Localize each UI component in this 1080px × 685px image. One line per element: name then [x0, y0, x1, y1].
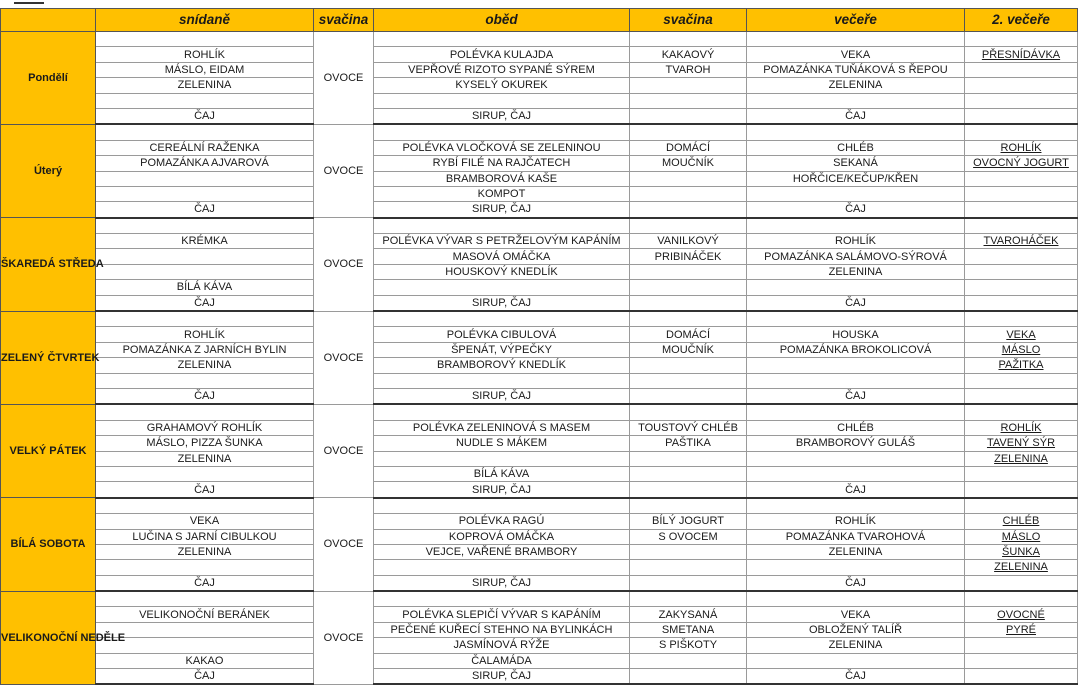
dinner-cell [747, 498, 965, 514]
dinner-cell [747, 466, 965, 481]
day-label: VELIKONOČNÍ NEDĚLE [1, 591, 96, 684]
afternoon-snack-cell [630, 560, 747, 575]
breakfast-cell [96, 93, 314, 108]
morning-snack-cell: OVOCE [314, 311, 374, 404]
dinner-cell: OBLOŽENÝ TALÍŘ [747, 622, 965, 637]
menu-row [1, 358, 1078, 373]
dinner-cell: ROHLÍK [747, 234, 965, 249]
menu-row [1, 186, 1078, 201]
second-dinner-cell: MÁSLO [965, 529, 1078, 544]
second-dinner-cell: ZELENINA [965, 451, 1078, 466]
breakfast-cell: ČAJ [96, 295, 314, 311]
lunch-cell: SIRUP, ČAJ [374, 669, 630, 685]
menu-row [1, 32, 1078, 47]
morning-snack-cell: OVOCE [314, 32, 374, 125]
lunch-cell: POLÉVKA VLOČKOVÁ SE ZELENINOU [374, 140, 630, 155]
second-dinner-cell [965, 653, 1078, 668]
breakfast-cell: CEREÁLNÍ RAŽENKA [96, 140, 314, 155]
morning-snack-cell: OVOCE [314, 591, 374, 684]
menu-row [1, 249, 1078, 264]
afternoon-snack-cell [630, 218, 747, 234]
afternoon-snack-cell [630, 124, 747, 140]
lunch-cell [374, 311, 630, 327]
breakfast-cell [96, 498, 314, 514]
lunch-cell: MASOVÁ OMÁČKA [374, 249, 630, 264]
second-dinner-cell [965, 295, 1078, 311]
menu-row [1, 342, 1078, 357]
morning-snack-cell: OVOCE [314, 218, 374, 311]
second-dinner-cell: ZELENINA [965, 560, 1078, 575]
morning-snack-cell: OVOCE [314, 498, 374, 591]
lunch-cell [374, 280, 630, 295]
breakfast-cell: LUČINA S JARNÍ CIBULKOU [96, 529, 314, 544]
menu-row [1, 591, 1078, 607]
lunch-cell [374, 451, 630, 466]
second-dinner-cell: VEKA [965, 327, 1078, 342]
afternoon-snack-cell [630, 591, 747, 607]
lunch-cell [374, 32, 630, 47]
menu-row [1, 140, 1078, 155]
afternoon-snack-cell: MOUČNÍK [630, 342, 747, 357]
header-morning-snack: svačina [314, 9, 374, 32]
afternoon-snack-cell [630, 388, 747, 404]
second-dinner-cell: PAŽITKA [965, 358, 1078, 373]
menu-row [1, 653, 1078, 668]
breakfast-cell: KRÉMKA [96, 234, 314, 249]
dinner-cell [747, 186, 965, 201]
afternoon-snack-cell [630, 32, 747, 47]
breakfast-cell: POMAZÁNKA Z JARNÍCH BYLIN [96, 342, 314, 357]
breakfast-cell: ZELENINA [96, 451, 314, 466]
afternoon-snack-cell [630, 280, 747, 295]
afternoon-snack-cell [630, 171, 747, 186]
afternoon-snack-cell [630, 404, 747, 420]
breakfast-cell: KAKAO [96, 653, 314, 668]
second-dinner-cell [965, 482, 1078, 498]
menu-row [1, 78, 1078, 93]
lunch-cell: SIRUP, ČAJ [374, 482, 630, 498]
breakfast-cell [96, 249, 314, 264]
afternoon-snack-cell [630, 295, 747, 311]
menu-row [1, 607, 1078, 622]
dinner-cell: ČAJ [747, 575, 965, 591]
breakfast-cell: MÁSLO, EIDAM [96, 62, 314, 77]
second-dinner-cell [965, 388, 1078, 404]
menu-row [1, 62, 1078, 77]
breakfast-cell: ČAJ [96, 202, 314, 218]
lunch-cell: KOPROVÁ OMÁČKA [374, 529, 630, 544]
breakfast-cell [96, 638, 314, 653]
breakfast-cell [96, 264, 314, 279]
afternoon-snack-cell [630, 575, 747, 591]
dinner-cell [747, 358, 965, 373]
afternoon-snack-cell [630, 202, 747, 218]
lunch-cell: SIRUP, ČAJ [374, 202, 630, 218]
lunch-cell: ŠPENÁT, VÝPEČKY [374, 342, 630, 357]
lunch-cell [374, 218, 630, 234]
afternoon-snack-cell: S PIŠKOTY [630, 638, 747, 653]
second-dinner-cell [965, 93, 1078, 108]
afternoon-snack-cell: BÍLÝ JOGURT [630, 514, 747, 529]
header-breakfast: snídaně [96, 9, 314, 32]
second-dinner-cell [965, 591, 1078, 607]
afternoon-snack-cell [630, 186, 747, 201]
header-dinner: večeře [747, 9, 965, 32]
second-dinner-cell [965, 249, 1078, 264]
second-dinner-cell [965, 280, 1078, 295]
dinner-cell: ZELENINA [747, 78, 965, 93]
afternoon-snack-cell: SMETANA [630, 622, 747, 637]
dinner-cell: POMAZÁNKA BROKOLICOVÁ [747, 342, 965, 357]
breakfast-cell: ČAJ [96, 108, 314, 124]
lunch-cell: SIRUP, ČAJ [374, 388, 630, 404]
dinner-cell [747, 124, 965, 140]
lunch-cell [374, 591, 630, 607]
second-dinner-cell: PŘESNÍDÁVKA [965, 47, 1078, 62]
dinner-cell [747, 560, 965, 575]
menu-row [1, 202, 1078, 218]
menu-row [1, 171, 1078, 186]
breakfast-cell [96, 124, 314, 140]
header-afternoon-snack: svačina [630, 9, 747, 32]
second-dinner-cell [965, 171, 1078, 186]
afternoon-snack-cell: DOMÁCÍ [630, 140, 747, 155]
afternoon-snack-cell: TVAROH [630, 62, 747, 77]
dinner-cell: ČAJ [747, 482, 965, 498]
second-dinner-cell: OVOCNÉ [965, 607, 1078, 622]
lunch-cell: RYBÍ FILÉ NA RAJČATECH [374, 156, 630, 171]
breakfast-cell: ROHLÍK [96, 327, 314, 342]
menu-row [1, 295, 1078, 311]
menu-row [1, 638, 1078, 653]
afternoon-snack-cell [630, 311, 747, 327]
menu-row [1, 466, 1078, 481]
day-label: VELKÝ PÁTEK [1, 404, 96, 497]
afternoon-snack-cell [630, 93, 747, 108]
breakfast-cell: GRAHAMOVÝ ROHLÍK [96, 420, 314, 435]
menu-row [1, 311, 1078, 327]
header-second-dinner: 2. večeře [965, 9, 1078, 32]
second-dinner-cell [965, 669, 1078, 685]
second-dinner-cell [965, 108, 1078, 124]
day-label: ZELENÝ ČTVRTEK [1, 311, 96, 404]
menu-row [1, 124, 1078, 140]
lunch-cell: KOMPOT [374, 186, 630, 201]
morning-snack-cell: OVOCE [314, 404, 374, 497]
breakfast-cell: POMAZÁNKA AJVAROVÁ [96, 156, 314, 171]
afternoon-snack-cell [630, 358, 747, 373]
second-dinner-cell: PYRÉ [965, 622, 1078, 637]
menu-row [1, 234, 1078, 249]
lunch-cell: KYSELÝ OKUREK [374, 78, 630, 93]
afternoon-snack-cell: MOUČNÍK [630, 156, 747, 171]
lunch-cell [374, 373, 630, 388]
dinner-cell: ZELENINA [747, 544, 965, 559]
dinner-cell: ZELENINA [747, 264, 965, 279]
afternoon-snack-cell: S OVOCEM [630, 529, 747, 544]
afternoon-snack-cell: ZAKYSANÁ [630, 607, 747, 622]
menu-row [1, 575, 1078, 591]
second-dinner-cell: OVOCNÝ JOGURT [965, 156, 1078, 171]
dinner-cell [747, 404, 965, 420]
lunch-cell [374, 498, 630, 514]
dinner-cell [747, 32, 965, 47]
lunch-cell: SIRUP, ČAJ [374, 295, 630, 311]
header-row [1, 9, 1078, 32]
menu-row [1, 156, 1078, 171]
second-dinner-cell [965, 264, 1078, 279]
dinner-cell [747, 93, 965, 108]
second-dinner-cell [965, 78, 1078, 93]
breakfast-cell: ZELENINA [96, 78, 314, 93]
second-dinner-cell: TVAROHÁČEK [965, 234, 1078, 249]
menu-row [1, 280, 1078, 295]
menu-row [1, 482, 1078, 498]
second-dinner-cell [965, 218, 1078, 234]
lunch-cell: NUDLE S MÁKEM [374, 436, 630, 451]
dinner-cell [747, 591, 965, 607]
lunch-cell: PEČENÉ KUŘECÍ STEHNO NA BYLINKÁCH [374, 622, 630, 637]
lunch-cell: POLÉVKA ZELENINOVÁ S MASEM [374, 420, 630, 435]
second-dinner-cell: ŠUNKA [965, 544, 1078, 559]
lunch-cell: POLÉVKA VÝVAR S PETRŽELOVÝM KAPÁNÍM [374, 234, 630, 249]
lunch-cell [374, 560, 630, 575]
menu-row [1, 669, 1078, 685]
day-label: Úterý [1, 124, 96, 217]
header-lunch: oběd [374, 9, 630, 32]
breakfast-cell: ČAJ [96, 388, 314, 404]
breakfast-cell [96, 311, 314, 327]
header-corner [1, 9, 96, 32]
afternoon-snack-cell [630, 653, 747, 668]
dinner-cell: ČAJ [747, 202, 965, 218]
second-dinner-cell [965, 498, 1078, 514]
second-dinner-cell [965, 575, 1078, 591]
menu-row [1, 218, 1078, 234]
menu-row [1, 560, 1078, 575]
breakfast-cell [96, 466, 314, 481]
dinner-cell: BRAMBOROVÝ GULÁŠ [747, 436, 965, 451]
morning-snack-cell: OVOCE [314, 124, 374, 217]
dinner-cell: VEKA [747, 47, 965, 62]
menu-row [1, 93, 1078, 108]
menu-row [1, 47, 1078, 62]
afternoon-snack-cell [630, 108, 747, 124]
second-dinner-cell: ROHLÍK [965, 420, 1078, 435]
lunch-cell: POLÉVKA CIBULOVÁ [374, 327, 630, 342]
dinner-cell: HOUSKA [747, 327, 965, 342]
lunch-cell: POLÉVKA KULAJDA [374, 47, 630, 62]
second-dinner-cell: TAVENÝ SÝR [965, 436, 1078, 451]
second-dinner-cell [965, 62, 1078, 77]
afternoon-snack-cell [630, 544, 747, 559]
second-dinner-cell [965, 186, 1078, 201]
breakfast-cell: VELIKONOČNÍ BERÁNEK [96, 607, 314, 622]
second-dinner-cell [965, 404, 1078, 420]
dinner-cell: CHLÉB [747, 420, 965, 435]
menu-row [1, 529, 1078, 544]
dinner-cell: POMAZÁNKA SALÁMOVO-SÝROVÁ [747, 249, 965, 264]
breakfast-cell [96, 171, 314, 186]
dinner-cell [747, 373, 965, 388]
second-dinner-cell: ROHLÍK [965, 140, 1078, 155]
dinner-cell: ČAJ [747, 669, 965, 685]
afternoon-snack-cell [630, 451, 747, 466]
afternoon-snack-cell: PAŠTIKA [630, 436, 747, 451]
breakfast-cell: ZELENINA [96, 544, 314, 559]
breakfast-cell [96, 622, 314, 637]
day-label: Pondělí [1, 32, 96, 125]
dinner-cell: ČAJ [747, 388, 965, 404]
afternoon-snack-cell: DOMÁCÍ [630, 327, 747, 342]
lunch-cell: POLÉVKA SLEPIČÍ VÝVAR S KAPÁNÍM [374, 607, 630, 622]
breakfast-cell [96, 186, 314, 201]
lunch-cell: HOUSKOVÝ KNEDLÍK [374, 264, 630, 279]
breakfast-cell [96, 373, 314, 388]
dinner-cell: POMAZÁNKA TVAROHOVÁ [747, 529, 965, 544]
weekly-menu-table [0, 8, 1078, 685]
menu-row [1, 420, 1078, 435]
second-dinner-cell [965, 32, 1078, 47]
afternoon-snack-cell [630, 466, 747, 481]
afternoon-snack-cell: KAKAOVÝ [630, 47, 747, 62]
lunch-cell: BRAMBOROVÁ KAŠE [374, 171, 630, 186]
breakfast-cell [96, 591, 314, 607]
lunch-cell: VEJCE, VAŘENÉ BRAMBORY [374, 544, 630, 559]
second-dinner-cell [965, 638, 1078, 653]
dinner-cell: ČAJ [747, 108, 965, 124]
menu-row [1, 404, 1078, 420]
second-dinner-cell [965, 373, 1078, 388]
lunch-cell: POLÉVKA RAGÚ [374, 514, 630, 529]
menu-row [1, 622, 1078, 637]
breakfast-cell [96, 560, 314, 575]
lunch-cell: ČALAMÁDA [374, 653, 630, 668]
lunch-cell: VEPŘOVÉ RIZOTO SYPANÉ SÝREM [374, 62, 630, 77]
menu-row [1, 514, 1078, 529]
menu-row [1, 498, 1078, 514]
menu-row [1, 327, 1078, 342]
afternoon-snack-cell: PRIBINÁČEK [630, 249, 747, 264]
dinner-cell: ROHLÍK [747, 514, 965, 529]
dinner-cell: SEKANÁ [747, 156, 965, 171]
dinner-cell: POMAZÁNKA TUŇÁKOVÁ S ŘEPOU [747, 62, 965, 77]
menu-row [1, 264, 1078, 279]
second-dinner-cell [965, 466, 1078, 481]
header-rule [14, 2, 44, 4]
menu-row [1, 436, 1078, 451]
lunch-cell [374, 124, 630, 140]
breakfast-cell [96, 218, 314, 234]
breakfast-cell: BÍLÁ KÁVA [96, 280, 314, 295]
afternoon-snack-cell: VANILKOVÝ [630, 234, 747, 249]
dinner-cell: ČAJ [747, 295, 965, 311]
menu-row [1, 451, 1078, 466]
dinner-cell: VEKA [747, 607, 965, 622]
second-dinner-cell [965, 311, 1078, 327]
dinner-cell [747, 280, 965, 295]
afternoon-snack-cell [630, 498, 747, 514]
afternoon-snack-cell [630, 669, 747, 685]
lunch-cell: BÍLÁ KÁVA [374, 466, 630, 481]
day-label: ŠKAREDÁ STŘEDA [1, 218, 96, 311]
afternoon-snack-cell [630, 264, 747, 279]
lunch-cell: SIRUP, ČAJ [374, 575, 630, 591]
dinner-cell [747, 653, 965, 668]
second-dinner-cell: CHLÉB [965, 514, 1078, 529]
afternoon-snack-cell [630, 482, 747, 498]
dinner-cell: ZELENINA [747, 638, 965, 653]
dinner-cell: HOŘČICE/KEČUP/KŘEN [747, 171, 965, 186]
dinner-cell: CHLÉB [747, 140, 965, 155]
second-dinner-cell [965, 202, 1078, 218]
menu-row [1, 544, 1078, 559]
dinner-cell [747, 311, 965, 327]
lunch-cell: SIRUP, ČAJ [374, 108, 630, 124]
afternoon-snack-cell [630, 373, 747, 388]
menu-row [1, 373, 1078, 388]
breakfast-cell: VEKA [96, 514, 314, 529]
lunch-cell: JASMÍNOVÁ RÝŽE [374, 638, 630, 653]
breakfast-cell: ČAJ [96, 669, 314, 685]
breakfast-cell [96, 404, 314, 420]
menu-row [1, 388, 1078, 404]
dinner-cell [747, 451, 965, 466]
second-dinner-cell [965, 124, 1078, 140]
breakfast-cell: ZELENINA [96, 358, 314, 373]
breakfast-cell: ČAJ [96, 482, 314, 498]
breakfast-cell [96, 32, 314, 47]
menu-row [1, 108, 1078, 124]
second-dinner-cell: MÁSLO [965, 342, 1078, 357]
day-label: BÍLÁ SOBOTA [1, 498, 96, 591]
breakfast-cell: ROHLÍK [96, 47, 314, 62]
breakfast-cell: ČAJ [96, 575, 314, 591]
lunch-cell [374, 404, 630, 420]
lunch-cell: BRAMBOROVÝ KNEDLÍK [374, 358, 630, 373]
lunch-cell [374, 93, 630, 108]
breakfast-cell: MÁSLO, PIZZA ŠUNKA [96, 436, 314, 451]
dinner-cell [747, 218, 965, 234]
afternoon-snack-cell: TOUSTOVÝ CHLÉB [630, 420, 747, 435]
afternoon-snack-cell [630, 78, 747, 93]
